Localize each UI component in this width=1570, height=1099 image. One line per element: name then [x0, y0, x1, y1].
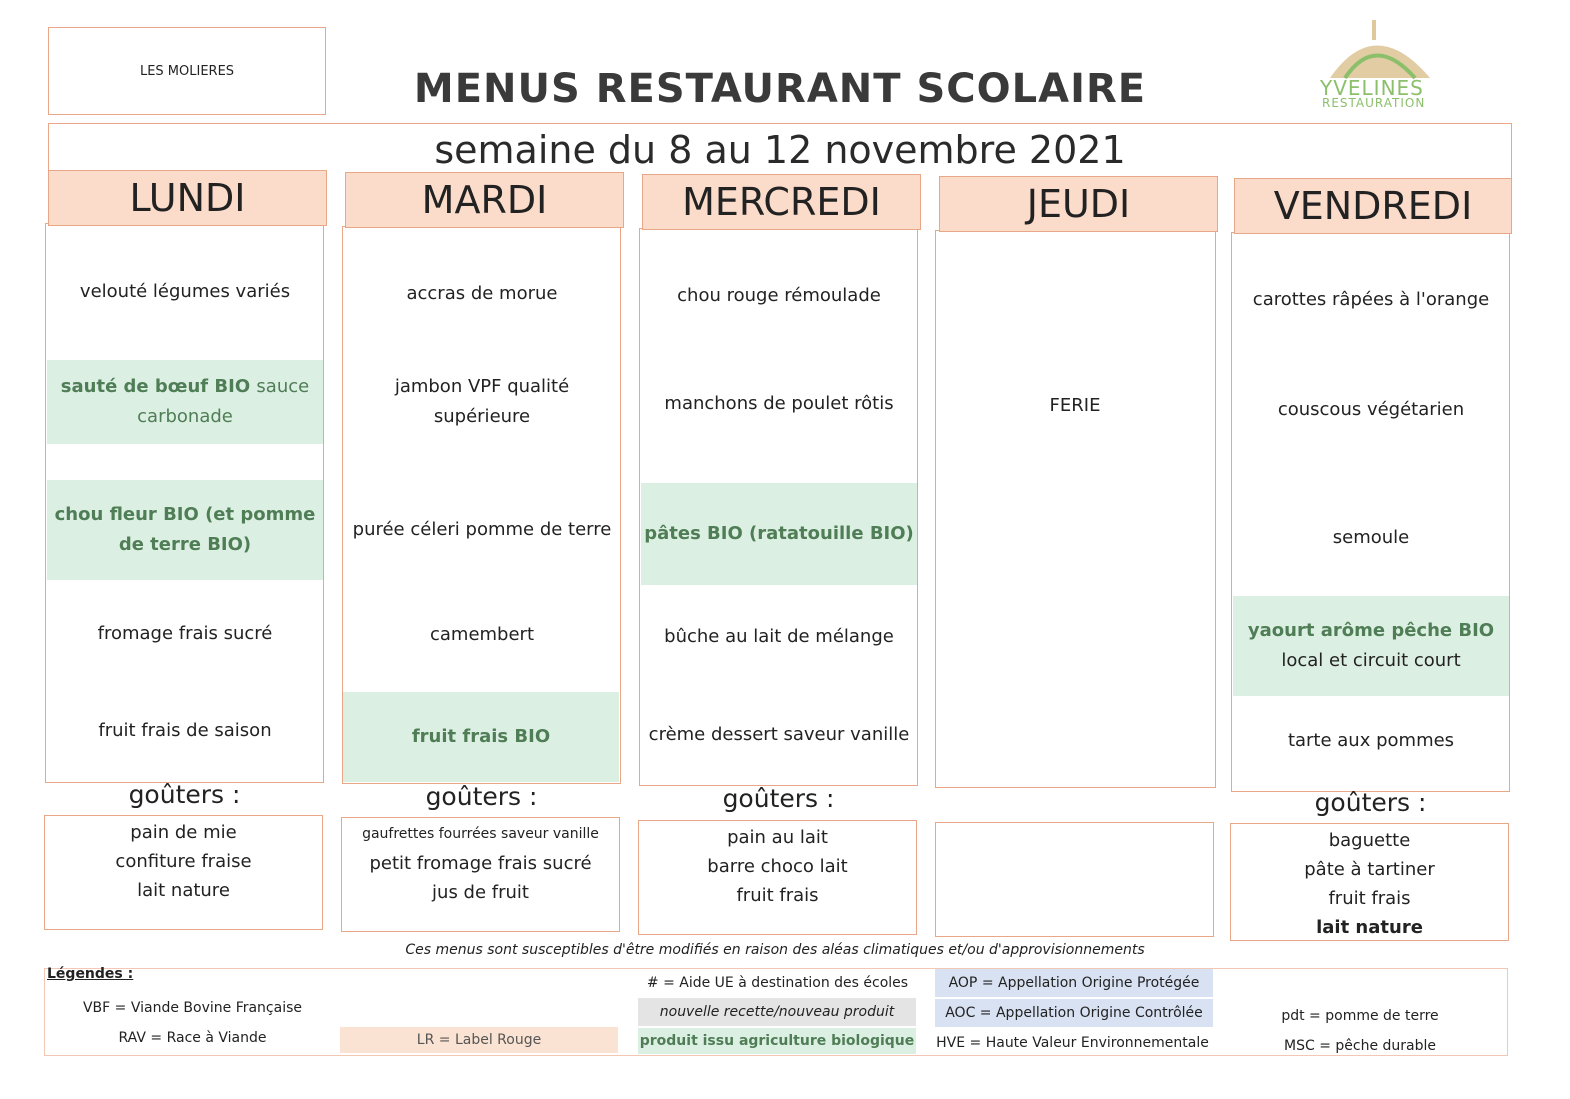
legend-aide-ue: # = Aide UE à destination des écoles	[646, 975, 909, 991]
menu-item: manchons de poulet rôtis	[664, 393, 894, 414]
gouter-label: goûters :	[425, 782, 538, 811]
day-column-jeudi	[935, 230, 1216, 788]
menu-item: chou rouge rémoulade	[677, 285, 881, 306]
legend-rav: RAV = Race à Viande	[118, 1030, 267, 1046]
legend-aop: AOP = Appellation Origine Protégée	[935, 969, 1213, 997]
legend-bio: produit issu agriculture biologique	[638, 1028, 916, 1054]
gouter-box-mardi	[341, 817, 620, 932]
menu-item: camembert	[429, 624, 535, 645]
legend-pdt: pdt = pomme de terre	[1281, 1008, 1439, 1024]
day-header-lundi: LUNDI	[48, 170, 327, 226]
menu-item-bio-text: sauté de bœuf BIO	[60, 376, 251, 397]
menu-item: fruit frais de saison	[98, 720, 272, 741]
menu-item-bio	[47, 360, 323, 444]
menu-item: velouté légumes variés	[79, 281, 291, 302]
gouter-item: pain au lait	[727, 827, 828, 848]
day-header-mardi: MARDI	[345, 172, 624, 228]
gouter-box-jeudi	[935, 822, 1214, 937]
menu-item: carottes râpées à l'orange	[1252, 289, 1490, 310]
gouter-item: fruit frais	[736, 885, 819, 906]
day-header-mercredi: MERCREDI	[642, 174, 921, 230]
menu-item: fromage frais sucré	[97, 623, 273, 644]
gouter-item: jus de fruit	[432, 882, 529, 903]
gouter-label: goûters :	[722, 784, 835, 813]
gouter-item: confiture fraise	[115, 851, 252, 872]
school-name: LES MOLIERES	[48, 27, 326, 115]
menu-item: bûche au lait de mélange	[664, 626, 894, 647]
day-header-vendredi: VENDREDI	[1234, 178, 1512, 234]
menu-item: purée céleri pomme de terre	[352, 519, 612, 540]
menu-item: jambon VPF qualité supérieure	[394, 376, 570, 427]
week-label: semaine du 8 au 12 novembre 2021	[434, 128, 1126, 172]
gouter-box-lundi	[44, 815, 323, 930]
legend-aoc: AOC = Appellation Origine Contrôlée	[935, 999, 1213, 1027]
logo-line2: RESTAURATION	[1322, 96, 1426, 110]
legend-title: Légendes :	[47, 966, 134, 982]
logo-line1: YVELINES	[1320, 76, 1424, 100]
menu-item-text: local et circuit court	[1281, 650, 1461, 671]
day-header-jeudi: JEUDI	[939, 176, 1218, 232]
menu-item-bio: fruit frais BIO	[343, 692, 619, 782]
gouter-item: pâte à tartiner	[1304, 859, 1435, 880]
gouter-label: goûters :	[1314, 788, 1427, 817]
disclaimer: Ces menus sont susceptibles d'être modifiés en raison des aléas climatiques et/ou d'approvisionnements	[405, 942, 1145, 958]
gouter-item: baguette	[1328, 830, 1411, 851]
menu-item-bio-text: yaourt arôme pêche BIO	[1247, 620, 1495, 641]
gouter-item: fruit frais	[1328, 888, 1411, 909]
gouter-label: goûters :	[128, 780, 241, 809]
legend-hve: HVE = Haute Valeur Environnementale	[936, 1035, 1209, 1051]
page-title: MENUS RESTAURANT SCOLAIRE	[413, 66, 1147, 112]
gouter-box-mercredi	[638, 820, 917, 935]
gouter-item: petit fromage frais sucré	[369, 853, 592, 874]
legend-msc: MSC = pêche durable	[1284, 1038, 1436, 1054]
gouter-item: lait nature	[1316, 917, 1423, 938]
menu-item: FERIE	[1049, 395, 1101, 416]
legend-vbf: VBF = Viande Bovine Française	[82, 1000, 303, 1016]
menu-item: tarte aux pommes	[1287, 730, 1455, 751]
gouter-item: barre choco lait	[707, 856, 848, 877]
legend-nouvelle-recette: nouvelle recette/nouveau produit	[638, 998, 916, 1026]
menu-item-bio	[1233, 596, 1509, 696]
gouter-item: gaufrettes fourrées saveur vanille	[362, 826, 599, 842]
menu-item: crème dessert saveur vanille	[648, 724, 910, 745]
gouter-item: lait nature	[137, 880, 230, 901]
gouter-item: pain de mie	[130, 822, 237, 843]
yvelines-logo	[1300, 18, 1450, 113]
menu-item-bio: pâtes BIO (ratatouille BIO)	[641, 483, 917, 585]
gouter-box-vendredi	[1230, 823, 1509, 941]
menu-item-text: sauce carbonade	[137, 376, 310, 427]
legend-label-rouge: LR = Label Rouge	[340, 1027, 618, 1053]
menu-item: accras de morue	[406, 283, 558, 304]
menu-item-bio: chou fleur BIO (et pomme de terre BIO)	[47, 480, 323, 580]
menu-item: semoule	[1332, 527, 1410, 548]
menu-item: couscous végétarien	[1277, 399, 1465, 420]
